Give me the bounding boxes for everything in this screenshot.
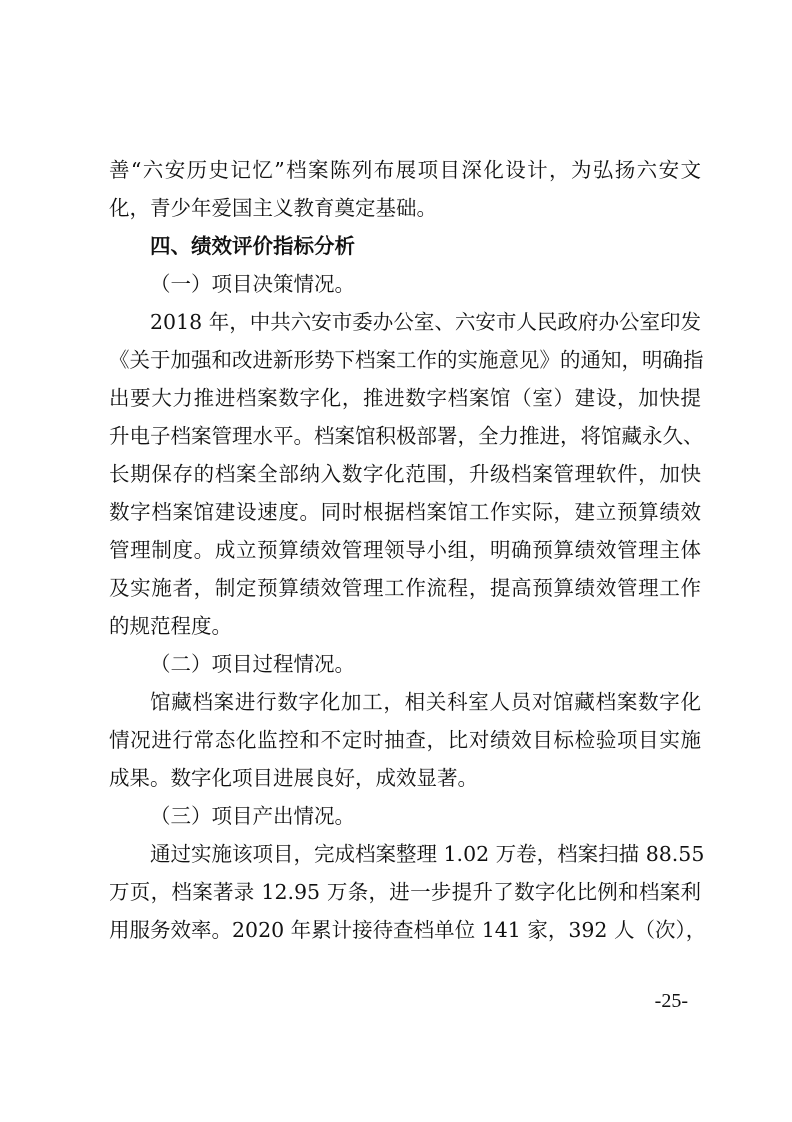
paragraph-line: 通过实施该项目，完成档案整理 1.02 万卷，档案扫描 88.55 [150,842,705,866]
paragraph-line: 《关于加强和改进新形势下档案工作的实施意见》的通知，明确指 [109,348,704,372]
paragraph-line: 善“六安历史记忆”档案陈列布展项目深化设计，为弘扬六安文 [109,158,701,182]
paragraph-line: 2018 年，中共六安市委办公室、六安市人民政府办公室印发 [150,310,701,334]
paragraph-line: 长期保存的档案全部纳入数字化范围，升级档案管理软件，加快 [109,462,701,486]
paragraph-line: 用服务效率。2020 年累计接待查档单位 141 家，392 人（次）， [109,918,707,942]
subsection-heading: （二）项目过程情况。 [150,652,355,676]
subsection-heading: （一）项目决策情况。 [150,272,355,296]
paragraph-line: 升电子档案管理水平。档案馆积极部署，全力推进，将馆藏永久、 [109,424,704,448]
page-number: -25- [654,990,688,1012]
paragraph-line: 出要大力推进档案数字化，推进数字档案馆（室）建设，加快提 [109,386,701,410]
paragraph-line: 数字档案馆建设速度。同时根据档案馆工作实际，建立预算绩效 [109,500,701,524]
subsection-heading: （三）项目产出情况。 [150,804,355,828]
paragraph-line: 管理制度。成立预算绩效管理领导小组，明确预算绩效管理主体 [109,538,701,562]
paragraph-line: 化，青少年爱国主义教育奠定基础。 [109,196,437,220]
paragraph-line: 成果。数字化项目进展良好，成效显著。 [109,766,478,790]
paragraph-line: 情况进行常态化监控和不定时抽查，比对绩效目标检验项目实施 [109,728,701,752]
paragraph-line: 馆藏档案进行数字化加工，相关科室人员对馆藏档案数字化 [150,690,701,714]
section-heading: 四、绩效评价指标分析 [150,234,355,258]
paragraph-line: 万页，档案著录 12.95 万条，进一步提升了数字化比例和档案利 [109,880,701,904]
paragraph-line: 的规范程度。 [109,614,232,638]
paragraph-line: 及实施者，制定预算绩效管理工作流程，提高预算绩效管理工作 [109,576,701,600]
